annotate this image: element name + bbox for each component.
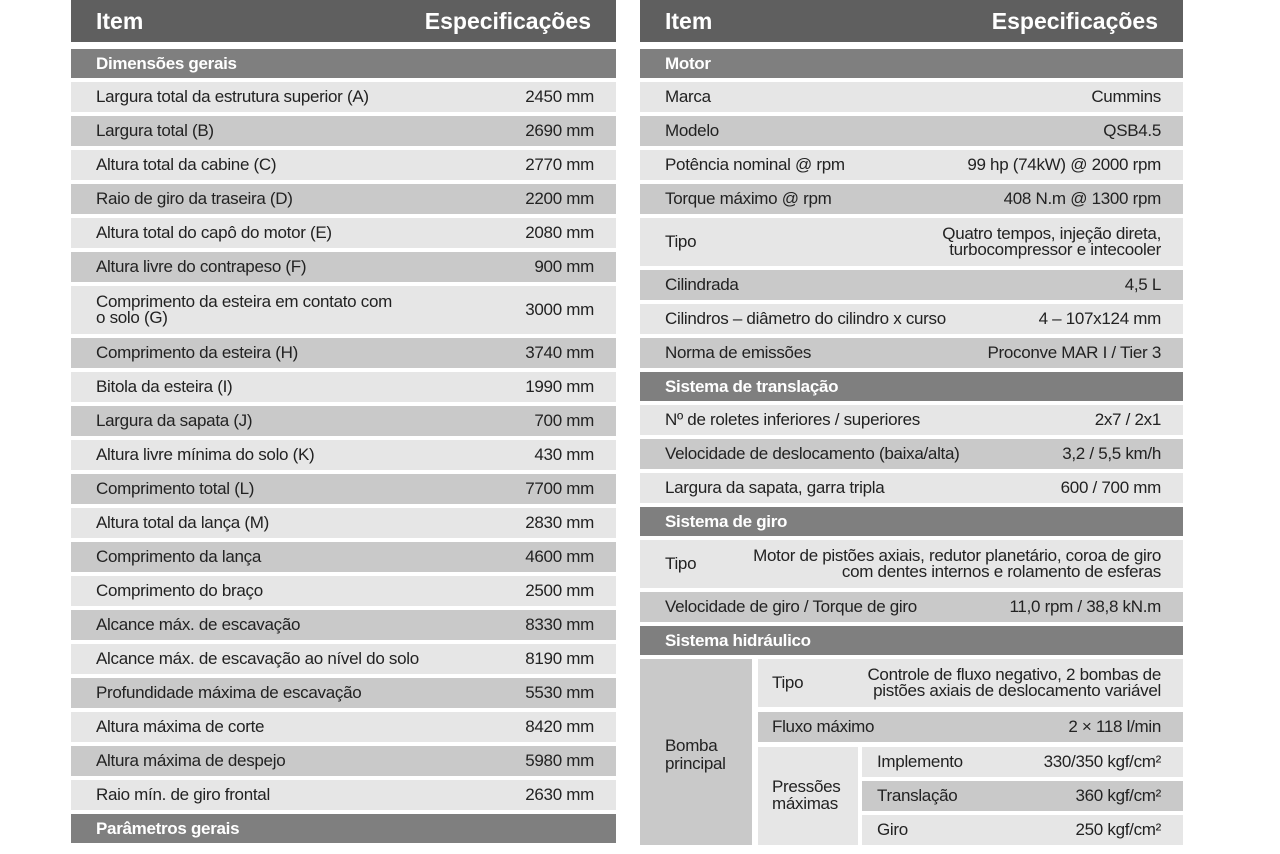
pressure-row: Translação 360 kgf/cm² (862, 781, 1183, 811)
spec-label: Altura livre mínima do solo (K) (96, 445, 315, 464)
spec-row (640, 405, 1183, 435)
spec-value: 4 – 107x124 mm (1038, 309, 1161, 328)
spec-value: 2630 mm (525, 785, 594, 804)
spec-row (71, 508, 616, 538)
spec-row (71, 610, 616, 640)
section-hidraulico: Sistema hidráulico (640, 626, 1183, 655)
spec-value: 7700 mm (525, 479, 594, 498)
spec-row (71, 286, 616, 334)
spec-label: Nº de roletes inferiores / superiores (665, 410, 920, 429)
spec-row (71, 372, 616, 402)
spec-label: Altura total da lança (M) (96, 513, 269, 532)
spec-value: 5980 mm (525, 751, 594, 770)
spec-row (640, 439, 1183, 469)
pressure-row: Giro 250 kgf/cm² (862, 815, 1183, 845)
spec-label: Profundidade máxima de escavação (96, 683, 362, 702)
spec-label: Comprimento da esteira (H) (96, 343, 298, 362)
pressoes-label: Pressões máximas (758, 747, 858, 845)
spec-value: 8420 mm (525, 717, 594, 736)
spec-value: 8190 mm (525, 649, 594, 668)
spec-row (71, 542, 616, 572)
spec-label: Altura máxima de corte (96, 717, 265, 736)
spec-value: 3,2 / 5,5 km/h (1062, 444, 1161, 463)
header-item: Item (665, 7, 713, 34)
spec-label: Altura total do capô do motor (E) (96, 223, 332, 242)
spec-label: Tipo (665, 232, 697, 251)
spec-value: QSB4.5 (1103, 121, 1161, 140)
spec-row (640, 473, 1183, 503)
spec-label: Cilindrada (665, 275, 739, 294)
spec-row (71, 678, 616, 708)
section-translacao: Sistema de translação (640, 372, 1183, 401)
spec-row (640, 304, 1183, 334)
spec-label: Alcance máx. de escavação ao nível do solo (96, 649, 419, 668)
hyd-fluxo-row: Fluxo máximo 2 × 118 l/min (758, 712, 1183, 742)
spec-label: Largura total da estrutura superior (A) (96, 87, 369, 106)
spec-row (640, 218, 1183, 266)
spec-row (71, 746, 616, 776)
spec-row (640, 82, 1183, 112)
spec-label: Comprimento da lança (96, 547, 262, 566)
header-item: Item (96, 7, 144, 34)
spec-row (71, 780, 616, 810)
spec-value: 3000 mm (525, 300, 594, 319)
spec-value: 2080 mm (525, 223, 594, 242)
spec-label: Largura da sapata, garra tripla (665, 478, 885, 497)
spec-label: Bitola da esteira (I) (96, 377, 233, 396)
spec-row (71, 440, 616, 470)
engine-specs-table (640, 0, 1183, 845)
spec-row (640, 540, 1183, 588)
spec-value: Cummins (1091, 87, 1161, 106)
spec-value: Proconve MAR I / Tier 3 (987, 343, 1161, 362)
spec-row (71, 252, 616, 282)
spec-row (71, 338, 616, 368)
spec-label: Altura máxima de despejo (96, 751, 286, 770)
section-motor: Motor (640, 49, 1183, 78)
spec-value: 2500 mm (525, 581, 594, 600)
spec-value: 8330 mm (525, 615, 594, 634)
spec-label: Comprimento total (L) (96, 479, 255, 498)
spec-row (640, 592, 1183, 622)
spec-value: 4,5 L (1124, 275, 1161, 294)
spec-row (71, 184, 616, 214)
spec-value: 5530 mm (525, 683, 594, 702)
spec-label: Altura total da cabine (C) (96, 155, 277, 174)
spec-value: 11,0 rpm / 38,8 kN.m (1009, 597, 1161, 616)
spec-label: Largura da sapata (J) (96, 411, 253, 430)
spec-value: 1990 mm (525, 377, 594, 396)
section-giro: Sistema de giro (640, 507, 1183, 536)
dimensions-table (71, 0, 616, 847)
spec-value: 2x7 / 2x1 (1094, 410, 1161, 429)
spec-label: Torque máximo @ rpm (665, 189, 832, 208)
header-spec: Especificações (991, 7, 1158, 34)
spec-value: 600 / 700 mm (1060, 478, 1161, 497)
section-parametros-gerais: Parâmetros gerais (71, 814, 616, 843)
spec-row (71, 644, 616, 674)
header-spec: Especificações (424, 7, 591, 34)
spec-label: Modelo (665, 121, 719, 140)
spec-row (71, 150, 616, 180)
spec-value: 2450 mm (525, 87, 594, 106)
spec-label: Raio mín. de giro frontal (96, 785, 270, 804)
spec-label: Marca (665, 87, 711, 106)
hydraulic-block (640, 659, 1183, 845)
spec-label: Norma de emissões (665, 343, 812, 362)
spec-label: Comprimento do braço (96, 581, 263, 600)
spec-label: Tipo (665, 554, 697, 573)
spec-label: Altura livre do contrapeso (F) (96, 257, 307, 276)
spec-label: Comprimento da esteira em contato com o solo (G) (96, 292, 392, 327)
spec-row (71, 406, 616, 436)
spec-row (640, 338, 1183, 368)
spec-value: Quatro tempos, injeção direta, turbocompressor e intecooler (942, 224, 1161, 259)
spec-value: 430 mm (534, 445, 594, 464)
spec-label: Largura total (B) (96, 121, 214, 140)
spec-row (71, 116, 616, 146)
spec-value: 700 mm (534, 411, 594, 430)
spec-row (640, 116, 1183, 146)
spec-row (71, 218, 616, 248)
spec-value: Motor de pistões axiais, redutor planetário, coroa de giro com dentes internos e rolamento de esferas (753, 546, 1161, 581)
spec-row (640, 150, 1183, 180)
pressure-row: Implemento 330/350 kgf/cm² (862, 747, 1183, 777)
spec-row (640, 184, 1183, 214)
spec-label: Velocidade de giro / Torque de giro (665, 597, 917, 616)
spec-label: Cilindros – diâmetro do cilindro x curso (665, 309, 946, 328)
spec-value: 3740 mm (525, 343, 594, 362)
spec-value: 99 hp (74kW) @ 2000 rpm (967, 155, 1161, 174)
spec-label: Velocidade de deslocamento (baixa/alta) (665, 444, 960, 463)
spec-value: 2830 mm (525, 513, 594, 532)
spec-value: 2770 mm (525, 155, 594, 174)
hyd-tipo-row: Tipo Controle de fluxo negativo, 2 bombas de pistões axiais de deslocamento variável (758, 659, 1183, 707)
spec-row (71, 576, 616, 606)
table-header (640, 0, 1183, 42)
spec-label: Raio de giro da traseira (D) (96, 189, 293, 208)
spec-value: 900 mm (534, 257, 594, 276)
bomba-principal-label: Bomba principal (640, 659, 752, 845)
spec-row (71, 474, 616, 504)
spec-label: Alcance máx. de escavação (96, 615, 301, 634)
spec-row (640, 270, 1183, 300)
spec-value: 408 N.m @ 1300 rpm (1003, 189, 1161, 208)
table-header (71, 0, 616, 42)
spec-row (71, 712, 616, 742)
section-dimensoes-gerais: Dimensões gerais (71, 49, 616, 78)
spec-value: 4600 mm (525, 547, 594, 566)
spec-label: Potência nominal @ rpm (665, 155, 845, 174)
spec-value: 2690 mm (525, 121, 594, 140)
spec-value: 2200 mm (525, 189, 594, 208)
spec-row (71, 82, 616, 112)
